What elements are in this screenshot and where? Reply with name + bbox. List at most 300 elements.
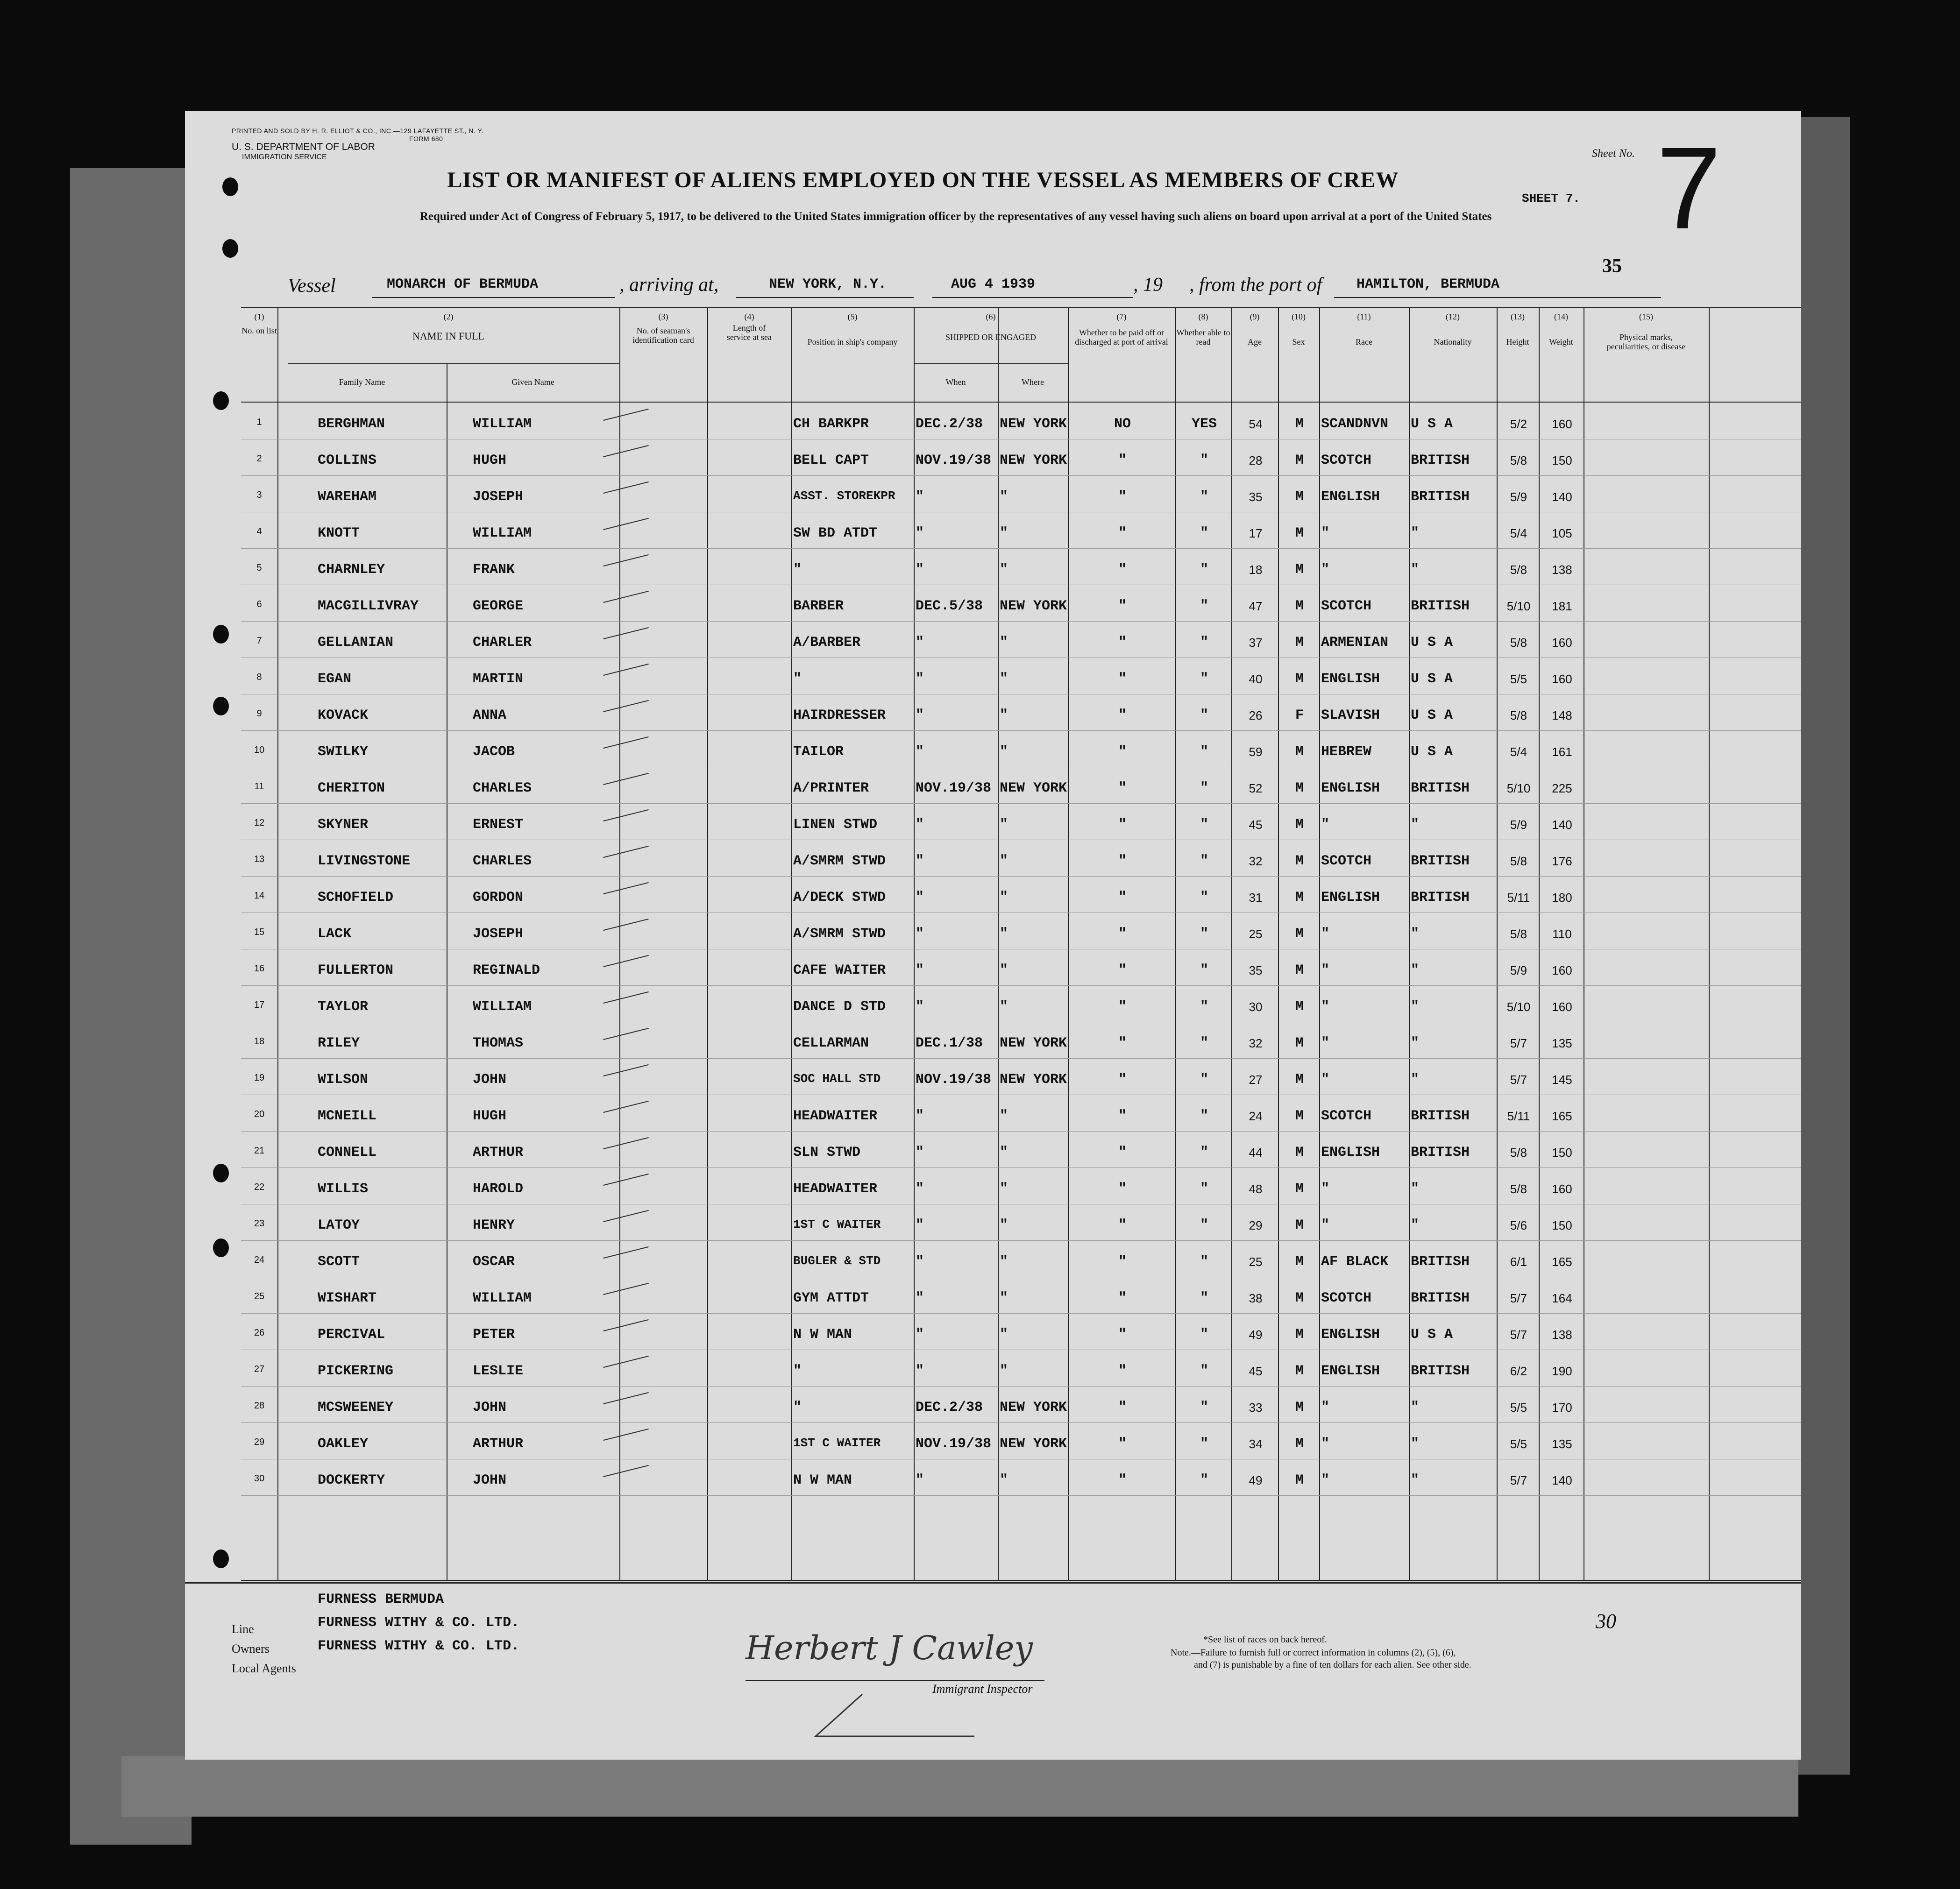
cell-given: JOSEPH	[473, 489, 524, 505]
cell-when: "	[916, 1181, 924, 1197]
cell-when: "	[916, 707, 924, 723]
cell-read: "	[1200, 1181, 1208, 1197]
line-label: Line	[232, 1622, 254, 1636]
cell-position: "	[793, 1363, 802, 1379]
cell-weight: 150	[1552, 1218, 1572, 1232]
cell-weight: 181	[1552, 599, 1572, 613]
cell-nationality: "	[1411, 962, 1420, 978]
cell-when: "	[916, 853, 924, 869]
cell-when: "	[916, 671, 924, 687]
cell-race: SCOTCH	[1321, 1290, 1372, 1306]
cell-sex: M	[1295, 1254, 1304, 1270]
cell-sex: M	[1295, 1363, 1304, 1379]
cell-sex: M	[1295, 671, 1304, 687]
cell-where: "	[1000, 1254, 1008, 1270]
cell-race: SCOTCH	[1321, 1108, 1372, 1124]
cell-read: "	[1200, 1400, 1208, 1415]
col-12-num: (12)	[1446, 312, 1460, 321]
cell-nationality: "	[1411, 1181, 1420, 1197]
cell-nationality: BRITISH	[1411, 1254, 1470, 1270]
arrival-date: AUG 4 1939	[951, 276, 1036, 292]
cell-family: LACK	[318, 926, 352, 942]
cell-weight: 160	[1552, 672, 1572, 686]
cell-sex: M	[1295, 853, 1304, 869]
cell-position: BARBER	[793, 598, 844, 614]
col-8-num: (8)	[1198, 312, 1208, 321]
cell-position: A/DECK STWD	[793, 890, 886, 906]
cell-read: "	[1200, 489, 1208, 505]
department-name: U. S. DEPARTMENT OF LABOR	[232, 141, 375, 152]
cell-height: 5/5	[1510, 1401, 1527, 1415]
cell-where: NEW YORK	[1000, 1400, 1067, 1415]
cell-when: DEC.2/38	[916, 416, 983, 432]
cell-height: 5/7	[1510, 1036, 1527, 1050]
cell-age: 44	[1249, 1146, 1263, 1160]
sheet-no-label: Sheet No.	[1592, 148, 1635, 160]
cell-paid: "	[1118, 1217, 1127, 1233]
cell-given: ARTHUR	[473, 1436, 524, 1452]
document-subtitle: Required under Act of Congress of February 5, 1917, to be delivered to the United States immigration officer by the representatives of any vessel having such aliens on board upon arrival at a port of the United States	[419, 210, 1492, 223]
cell-race: "	[1321, 1400, 1330, 1415]
cell-paid: "	[1118, 1400, 1127, 1415]
cell-race: ENGLISH	[1321, 1363, 1380, 1379]
cell-read: "	[1200, 671, 1208, 687]
underlying-page-right	[1794, 117, 1850, 1775]
cell-when: "	[916, 635, 924, 651]
cell-where: "	[1000, 1145, 1008, 1160]
cell-given: THOMAS	[473, 1035, 524, 1051]
vessel-label: Vessel	[288, 275, 336, 297]
cell-nationality: U S A	[1411, 671, 1453, 687]
col-13-label: Height	[1506, 337, 1529, 347]
cell-weight: 160	[1552, 963, 1572, 977]
vessel-name: MONARCH OF BERMUDA	[387, 276, 539, 292]
shipped-sub-rule	[914, 363, 1068, 364]
cell-family: CONNELL	[318, 1145, 377, 1160]
cell-weight: 135	[1552, 1437, 1572, 1451]
cell-given: GORDON	[473, 890, 524, 906]
cell-when: "	[916, 999, 924, 1015]
cell-position: N W MAN	[793, 1472, 852, 1488]
table-top-rule	[241, 307, 1801, 308]
cell-when: "	[916, 1472, 924, 1488]
agents-label: Local Agents	[232, 1662, 296, 1675]
cell-when: "	[916, 890, 924, 906]
col-8-header	[1175, 312, 1231, 347]
cell-age: 52	[1249, 781, 1263, 795]
cell-no: 7	[256, 636, 262, 646]
page-number: 35	[1602, 255, 1622, 277]
col-5-header	[791, 312, 914, 347]
cell-where: "	[1000, 1290, 1008, 1306]
binder-hole	[213, 1238, 229, 1257]
cell-sex: M	[1295, 780, 1304, 796]
sheet-no-value: 7	[1656, 123, 1722, 253]
cell-weight: 140	[1552, 1473, 1572, 1487]
cell-height: 5/10	[1506, 781, 1531, 795]
cell-age: 35	[1249, 963, 1263, 977]
fine-note-2: and (7) is punishable by a fine of ten dollars for each alien. See other side.	[1194, 1660, 1471, 1670]
cell-no: 9	[256, 708, 262, 719]
cell-weight: 105	[1552, 526, 1572, 540]
table-row	[185, 403, 1801, 439]
cell-weight: 140	[1552, 818, 1572, 832]
cell-paid: "	[1118, 1254, 1127, 1270]
cell-sex: M	[1295, 1072, 1304, 1088]
cell-paid: "	[1118, 817, 1127, 833]
port-underline	[1334, 297, 1661, 298]
cell-no: 13	[254, 854, 265, 864]
cell-sex: M	[1295, 1400, 1304, 1415]
cell-family: GELLANIAN	[318, 635, 394, 651]
table-row	[185, 1059, 1801, 1095]
cell-when: "	[916, 525, 924, 541]
cell-position: SOC HALL STD	[793, 1072, 881, 1086]
cell-height: 5/4	[1510, 745, 1527, 759]
cell-nationality: BRITISH	[1411, 489, 1470, 505]
cell-weight: 164	[1552, 1291, 1572, 1305]
binder-hole	[222, 239, 238, 258]
cell-age: 38	[1249, 1291, 1263, 1305]
cell-age: 25	[1249, 927, 1263, 941]
cell-age: 54	[1249, 417, 1263, 431]
cell-height: 5/11	[1507, 1109, 1530, 1123]
cell-read: "	[1200, 1290, 1208, 1306]
cell-position: A/BARBER	[793, 635, 861, 651]
cell-sex: M	[1295, 926, 1304, 942]
cell-no: 20	[254, 1109, 265, 1119]
cell-height: 5/8	[1510, 1146, 1527, 1160]
table-row	[185, 986, 1801, 1022]
cell-when: "	[916, 1145, 924, 1160]
cell-read: "	[1200, 926, 1208, 942]
cell-sex: M	[1295, 525, 1304, 541]
cell-family: CHARNLEY	[318, 562, 385, 578]
col-14-label: Weight	[1549, 337, 1573, 347]
cell-sex: M	[1295, 1108, 1304, 1124]
cell-position: HAIRDRESSER	[793, 707, 886, 723]
table-row	[185, 877, 1801, 913]
cell-race: ENGLISH	[1321, 1145, 1380, 1160]
cell-no: 15	[254, 927, 265, 937]
footer-rule	[185, 1582, 1801, 1584]
cell-no: 6	[256, 599, 262, 609]
col-6-header	[914, 312, 1068, 342]
cell-height: 5/8	[1510, 636, 1527, 650]
cell-age: 17	[1249, 526, 1263, 540]
cell-given: WILLIAM	[473, 1290, 532, 1306]
from-label: , from the port of	[1189, 274, 1322, 296]
cell-age: 28	[1249, 453, 1263, 467]
cell-age: 32	[1249, 854, 1263, 868]
cell-age: 26	[1249, 708, 1263, 722]
cell-race: "	[1321, 1472, 1330, 1488]
cell-weight: 190	[1552, 1364, 1572, 1378]
form-number: FORM 680	[409, 135, 443, 142]
cell-race: "	[1321, 1181, 1330, 1197]
cell-sex: M	[1295, 562, 1304, 578]
table-row	[185, 840, 1801, 877]
cell-weight: 165	[1552, 1109, 1572, 1123]
arriving-underline	[736, 297, 914, 298]
binder-hole	[213, 625, 229, 644]
cell-sex: M	[1295, 1035, 1304, 1051]
col-3-header	[619, 312, 707, 345]
cell-weight: 225	[1552, 781, 1572, 795]
shipped-when-header: When	[945, 377, 966, 387]
cell-given: LESLIE	[473, 1363, 524, 1379]
inspector-label: Immigrant Inspector	[932, 1682, 1033, 1696]
cell-family: WAREHAM	[318, 489, 377, 505]
cell-family: LATOY	[318, 1217, 360, 1233]
cell-no: 30	[254, 1473, 265, 1484]
table-row	[185, 1168, 1801, 1204]
cell-race: SCOTCH	[1321, 453, 1372, 468]
cell-where: "	[1000, 744, 1008, 760]
cell-paid: "	[1118, 780, 1127, 796]
cell-height: 5/5	[1510, 1437, 1527, 1451]
cell-read: "	[1200, 817, 1208, 833]
cell-where: "	[1000, 999, 1008, 1015]
cell-height: 5/9	[1510, 818, 1527, 832]
cell-nationality: BRITISH	[1411, 780, 1470, 796]
cell-when: "	[916, 1363, 924, 1379]
cell-paid: "	[1118, 671, 1127, 687]
cell-position: SW BD ATDT	[793, 525, 878, 541]
cell-where: "	[1000, 1472, 1008, 1488]
table-row	[185, 476, 1801, 512]
col-14-num: (14)	[1554, 312, 1568, 321]
cell-position: TAILOR	[793, 744, 844, 760]
col-7-label: Whether to be paid off or discharged at port of arrival	[1075, 328, 1168, 347]
cell-position: A/PRINTER	[793, 780, 869, 796]
cell-where: "	[1000, 525, 1008, 541]
col-4-header	[707, 312, 791, 342]
date-underline	[932, 297, 1133, 298]
table-row	[185, 1022, 1801, 1059]
cell-no: 2	[256, 453, 262, 464]
cell-read: "	[1200, 1327, 1208, 1343]
cell-family: COLLINS	[318, 453, 377, 468]
col-3-num: (3)	[658, 312, 668, 321]
cell-no: 25	[254, 1291, 265, 1302]
owners-value: FURNESS WITHY & CO. LTD.	[318, 1615, 520, 1631]
cell-given: WILLIAM	[473, 999, 532, 1015]
cell-age: 25	[1249, 1255, 1263, 1269]
cell-race: ENGLISH	[1321, 1327, 1380, 1343]
cell-nationality: U S A	[1411, 635, 1453, 651]
cell-race: ENGLISH	[1321, 780, 1380, 796]
cell-where: "	[1000, 926, 1008, 942]
cell-position: 1ST C WAITER	[793, 1217, 881, 1231]
cell-race: "	[1321, 817, 1330, 833]
cell-sex: M	[1295, 817, 1304, 833]
cell-nationality: "	[1411, 926, 1420, 942]
cell-family: SWILKY	[318, 744, 369, 760]
cell-race: "	[1321, 1217, 1330, 1233]
cell-age: 48	[1249, 1182, 1263, 1196]
cell-position: SLN STWD	[793, 1145, 861, 1160]
cell-height: 5/7	[1510, 1291, 1527, 1305]
binder-hole	[213, 391, 229, 410]
table-row	[185, 1350, 1801, 1387]
cell-age: 31	[1249, 891, 1263, 905]
cell-race: "	[1321, 562, 1330, 578]
cell-position: HEADWAITER	[793, 1181, 878, 1197]
cell-paid: "	[1118, 853, 1127, 869]
cell-given: ARTHUR	[473, 1145, 524, 1160]
cell-nationality: U S A	[1411, 707, 1453, 723]
cell-read: "	[1200, 1254, 1208, 1270]
cell-weight: 160	[1552, 417, 1572, 431]
cell-paid: "	[1118, 598, 1127, 614]
cell-nationality: U S A	[1411, 1327, 1453, 1343]
cell-family: OAKLEY	[318, 1436, 369, 1452]
cell-weight: 165	[1552, 1255, 1572, 1269]
cell-read: "	[1200, 890, 1208, 906]
cell-when: "	[916, 817, 924, 833]
col-15-header	[1584, 312, 1709, 351]
cell-nationality: BRITISH	[1411, 1145, 1470, 1160]
cell-age: 35	[1249, 490, 1263, 504]
cell-given: HUGH	[473, 453, 507, 468]
cell-height: 5/8	[1510, 708, 1527, 722]
cell-family: WILSON	[318, 1072, 369, 1088]
cell-race: "	[1321, 525, 1330, 541]
table-row	[185, 767, 1801, 804]
cell-given: JOHN	[473, 1400, 507, 1415]
table-row	[185, 1277, 1801, 1314]
cell-paid: "	[1118, 926, 1127, 942]
col-6-num: (6)	[986, 312, 996, 321]
cell-weight: 150	[1552, 453, 1572, 467]
cell-height: 6/1	[1510, 1255, 1527, 1269]
cell-nationality: BRITISH	[1411, 890, 1470, 906]
cell-race: ENGLISH	[1321, 890, 1380, 906]
col-13-num: (13)	[1511, 312, 1525, 321]
cell-read: "	[1200, 562, 1208, 578]
cell-sex: M	[1295, 962, 1304, 978]
cell-position: A/SMRM STWD	[793, 926, 886, 942]
cell-read: "	[1200, 635, 1208, 651]
cell-given: ERNEST	[473, 817, 524, 833]
cell-nationality: "	[1411, 1217, 1420, 1233]
table-row	[185, 1204, 1801, 1241]
cell-weight: 160	[1552, 1000, 1572, 1014]
cell-read: "	[1200, 1436, 1208, 1452]
col-8-label: Whether able to read	[1176, 328, 1230, 347]
cell-when: "	[916, 1290, 924, 1306]
cell-given: GEORGE	[473, 598, 524, 614]
underlying-page-bottom	[121, 1756, 1798, 1817]
shipped-where-header: Where	[1022, 377, 1044, 387]
fine-note-1: Note.—Failure to furnish full or correct information in columns (2), (5), (6),	[1171, 1648, 1456, 1658]
cell-race: SCOTCH	[1321, 598, 1372, 614]
cell-family: RILEY	[318, 1035, 360, 1051]
cell-height: 5/5	[1510, 672, 1527, 686]
cell-read: "	[1200, 1108, 1208, 1124]
cell-sex: F	[1295, 707, 1304, 723]
manifest-footer	[185, 1582, 1801, 1760]
vessel-underline	[372, 297, 615, 298]
table-row	[185, 1095, 1801, 1132]
departure-port: HAMILTON, BERMUDA	[1356, 276, 1500, 292]
cell-no: 11	[254, 781, 264, 792]
cell-paid: "	[1118, 1072, 1127, 1088]
cell-sex: M	[1295, 635, 1304, 651]
col-1-label: No. on list	[241, 326, 277, 335]
races-note: *See list of races on back hereof.	[1203, 1634, 1327, 1645]
cell-race: SCOTCH	[1321, 853, 1372, 869]
cell-age: 45	[1249, 1364, 1263, 1378]
service-name: IMMIGRATION SERVICE	[242, 153, 327, 161]
cell-sex: M	[1295, 489, 1304, 505]
cell-when: "	[916, 926, 924, 942]
cell-race: HEBREW	[1321, 744, 1372, 760]
cell-height: 5/4	[1510, 526, 1527, 540]
cell-sex: M	[1295, 999, 1304, 1015]
cell-position: N W MAN	[793, 1327, 852, 1343]
cell-weight: 170	[1552, 1401, 1572, 1415]
cell-race: "	[1321, 1035, 1330, 1051]
cell-read: "	[1200, 744, 1208, 760]
col-4-label: Length of service at sea	[727, 323, 772, 342]
cell-paid: "	[1118, 525, 1127, 541]
cell-sex: M	[1295, 1145, 1304, 1160]
printer-line	[232, 127, 483, 143]
cell-when: "	[916, 1108, 924, 1124]
cell-where: "	[1000, 890, 1008, 906]
cell-height: 5/11	[1507, 891, 1530, 905]
col-9-header	[1231, 312, 1278, 347]
cell-paid: "	[1118, 453, 1127, 468]
document-title	[185, 167, 1801, 193]
cell-read: "	[1200, 598, 1208, 614]
table-row	[185, 1387, 1801, 1423]
cell-family: KOVACK	[318, 707, 369, 723]
cell-where: "	[1000, 1327, 1008, 1343]
cell-family: SKYNER	[318, 817, 369, 833]
col-2-header	[277, 312, 619, 341]
cell-where: NEW YORK	[1000, 598, 1067, 614]
cell-no: 18	[254, 1036, 265, 1047]
cell-position: DANCE D STD	[793, 999, 886, 1015]
col-11-label: Race	[1356, 337, 1372, 347]
cell-paid: "	[1118, 890, 1127, 906]
cell-height: 5/7	[1510, 1473, 1527, 1487]
cell-when: DEC.2/38	[916, 1400, 983, 1415]
col-5-label: Position in ship's company	[807, 337, 898, 347]
cell-read: "	[1200, 525, 1208, 541]
cell-when: "	[916, 1217, 924, 1233]
cell-nationality: "	[1411, 525, 1420, 541]
cell-paid: "	[1118, 962, 1127, 978]
cell-position: LINEN STWD	[793, 817, 878, 833]
cell-family: MCSWEENEY	[318, 1400, 394, 1415]
owners-label: Owners	[232, 1642, 270, 1656]
cell-no: 3	[256, 490, 262, 500]
cell-nationality: BRITISH	[1411, 1290, 1470, 1306]
cell-read: "	[1200, 707, 1208, 723]
col-10-num: (10)	[1292, 312, 1306, 321]
cell-where: NEW YORK	[1000, 1072, 1067, 1088]
cell-age: 45	[1249, 818, 1263, 832]
cell-family: LIVINGSTONE	[318, 853, 411, 869]
cell-given: ANNA	[473, 707, 507, 723]
cell-nationality: BRITISH	[1411, 1108, 1470, 1124]
cell-family: DOCKERTY	[318, 1472, 385, 1488]
binder-hole	[213, 1549, 229, 1568]
